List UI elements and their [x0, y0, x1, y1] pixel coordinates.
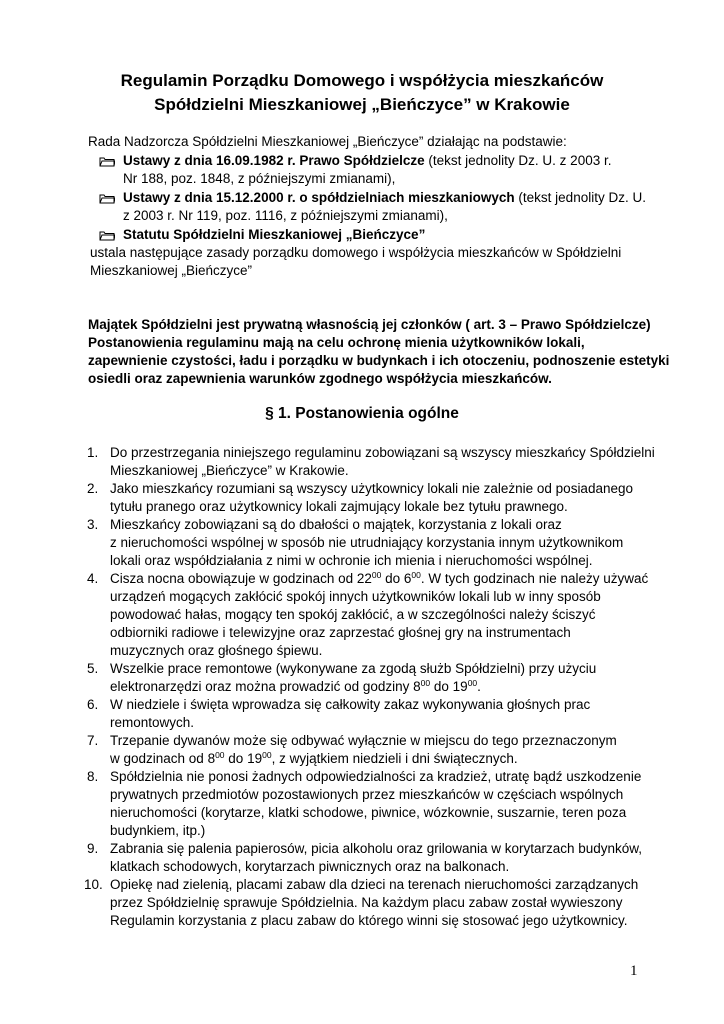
item-number-9: 9. [87, 841, 99, 856]
item-number-7: 7. [87, 733, 99, 748]
basis-item-1-cont: Nr 188, poz. 1848, z późniejszymi zmianami), [123, 171, 396, 186]
item-6-line-2: remontowych. [110, 715, 195, 730]
item-3-line-3: lokali oraz współdziałania z nimi w ochronie ich mienia i nieruchomości wspólnej. [110, 553, 593, 568]
item-4-sup-2: 00 [411, 570, 421, 580]
item-4-sup-1: 00 [371, 570, 382, 580]
basis-item-1-rest: (tekst jednolity Dz. U. z 2003 r. [424, 153, 612, 168]
page-number: 1 [630, 963, 638, 979]
basis-item-1-bold: Ustawy z dnia 16.09.1982 r. Prawo Spółdzielcze [123, 153, 425, 168]
item-4-line-1 [110, 570, 648, 588]
basis-item-1 [123, 152, 611, 170]
intro-closing-1: ustala następujące zasady porządku domowego i współżycia mieszkańców w Spółdzielni [90, 245, 622, 260]
item-8-line-2: prywatnych przedmiotów pozostawionych przez mieszkańców w częściach wspólnych [110, 787, 624, 802]
preamble-line-2: Postanowienia regulaminu mają na celu ochronę mienia użytkowników lokali, [88, 335, 585, 350]
item-3-line-1: Mieszkańcy zobowiązani są do dbałości o majątek, korzystania z lokali oraz [110, 517, 562, 532]
item-5-line-1: Wszelkie prace remontowe (wykonywane za zgodą służb Spółdzielni) przy użyciu [110, 661, 597, 676]
item-7-text-a: w godzinach od 8 [110, 751, 216, 766]
basis-item-2-cont: z 2003 r. Nr 119, poz. 1116, z późniejszymi zmianami), [123, 208, 448, 223]
item-5-line-2 [110, 678, 481, 696]
item-2-line-2: tytułu pranego oraz użytkownicy lokali zajmujący lokale bez tytułu prawnego. [110, 499, 568, 514]
item-3-line-2: z nieruchomości wspólnej w sposób nie utrudniający korzystania innym użytkownikom [110, 535, 624, 550]
document-title-line-1: Regulamin Porządku Domowego i współżycia mieszkańców [120, 71, 604, 90]
item-5-sup-1: 00 [420, 678, 431, 688]
item-4-line-3: powodować hałas, mogący ten spokój zakłócić, a w szczególności należy ściszyć [110, 607, 596, 622]
item-number-3: 3. [87, 517, 99, 532]
item-9-line-2: klatkach schodowych, korytarzach piwnicznych oraz na balkonach. [110, 859, 510, 874]
item-8-line-3: nieruchomości (korytarze, klatki schodowe, piwnice, wózkownie, suszarnie, teren poza [110, 805, 627, 820]
basis-item-2-bold: Ustawy z dnia 15.12.2000 r. o spółdzielniach mieszkaniowych [123, 190, 515, 205]
item-4-line-5: muzycznych oraz głośnego śpiewu. [110, 643, 323, 658]
intro-lead: Rada Nadzorcza Spółdzielni Mieszkaniowej „Bieńczyce” działając na podstawie: [88, 134, 567, 149]
item-5-sup-2: 00 [467, 678, 478, 688]
item-8-line-4: budynkiem, itp.) [110, 823, 206, 838]
item-10-line-1: Opiekę nad zielenią, placami zabaw dla dzieci na terenach nieruchomości zarządzanych [110, 877, 639, 892]
item-1-line-2: Mieszkaniowej „Bieńczyce” w Krakowie. [110, 463, 349, 478]
basis-item-2 [123, 189, 646, 207]
item-5-text-b: do 19 [430, 679, 468, 694]
item-7-text-c: , z wyjątkiem niedzieli i dni świątecznych. [271, 751, 518, 766]
item-number-5: 5. [87, 661, 99, 676]
preamble-line-3: zapewnienie czystości, ładu i porządku w budynkach i ich otoczeniu, podnoszenie estetyki [88, 353, 670, 368]
item-7-line-1: Trzepanie dywanów może się odbywać wyłącznie w miejscu do tego przeznaczonym [110, 733, 617, 748]
item-4-line-2: urządzeń mogących zakłócić spokój innych użytkowników lokali lub w inny sposób [110, 589, 601, 604]
basis-item-3-bold: Statutu Spółdzielni Mieszkaniowej „Bieńczyce” [123, 227, 426, 242]
item-9-line-1: Zabrania się palenia papierosów, picia alkoholu oraz grilowania w korytarzach budynków, [110, 841, 643, 856]
section-heading: § 1. Postanowienia ogólne [265, 405, 459, 422]
folder-icon [99, 230, 115, 241]
item-8-line-1: Spółdzielnia nie ponosi żadnych odpowiedzialności za kradzież, utratę bądź uszkodzenie [110, 769, 642, 784]
item-4-text-a: Cisza nocna obowiązuje w godzinach od 22 [110, 571, 372, 586]
item-10-line-3: Regulamin korzystania z placu zabaw do którego winni się stosować jego użytkownicy. [110, 913, 628, 928]
item-4-text-b: do 6 [381, 571, 412, 586]
item-7-line-2 [110, 750, 518, 768]
item-2-line-1: Jako mieszkańcy rozumiani są wszyscy użytkownicy lokali nie zależnie od posiadanego [110, 481, 633, 496]
basis-item-3 [123, 226, 425, 244]
item-4-line-4: odbiorniki radiowe i telewizyjne oraz zaprzestać głośnej gry na instrumentach [110, 625, 571, 640]
item-7-sup-2: 00 [262, 750, 272, 760]
folder-icon [99, 156, 115, 167]
item-5-text-c: . [477, 679, 481, 694]
item-7-text-b: do 19 [224, 751, 263, 766]
item-number-1: 1. [87, 445, 99, 460]
item-number-8: 8. [87, 769, 99, 784]
item-4-text-c: . W tych godzinach nie należy używać [420, 571, 649, 586]
item-7-sup-1: 00 [215, 750, 225, 760]
preamble-line-1: Majątek Spółdzielni jest prywatną własnością jej członków ( art. 3 – Prawo Spółdzielcze) [88, 317, 651, 332]
intro-closing-2: Mieszkaniowej „Bieńczyce” [90, 263, 253, 278]
item-number-10: 10. [84, 877, 103, 892]
folder-icon [99, 193, 115, 204]
item-10-line-2: przez Spółdzielnię sprawuje Spółdzielnia. Na każdym placu zabaw został wywieszony [110, 895, 623, 910]
item-6-line-1: W niedziele i święta wprowadza się całkowity zakaz wykonywania głośnych prac [110, 697, 591, 712]
preamble-line-4: osiedli oraz zapewnienia warunków zgodnego współżycia mieszkańców. [88, 371, 552, 386]
item-number-6: 6. [87, 697, 99, 712]
document-title-line-2: Spółdzielni Mieszkaniowej „Bieńczyce” w Krakowie [154, 95, 570, 114]
item-1-line-1: Do przestrzegania niniejszego regulaminu zobowiązani są wszyscy mieszkańcy Spółdzielni [110, 445, 655, 460]
item-5-text-a: elektronarzędzi oraz można prowadzić od godziny 8 [110, 679, 421, 694]
item-number-2: 2. [87, 481, 99, 496]
item-number-4: 4. [87, 571, 99, 586]
basis-item-2-rest: (tekst jednolity Dz. U. [514, 190, 646, 205]
